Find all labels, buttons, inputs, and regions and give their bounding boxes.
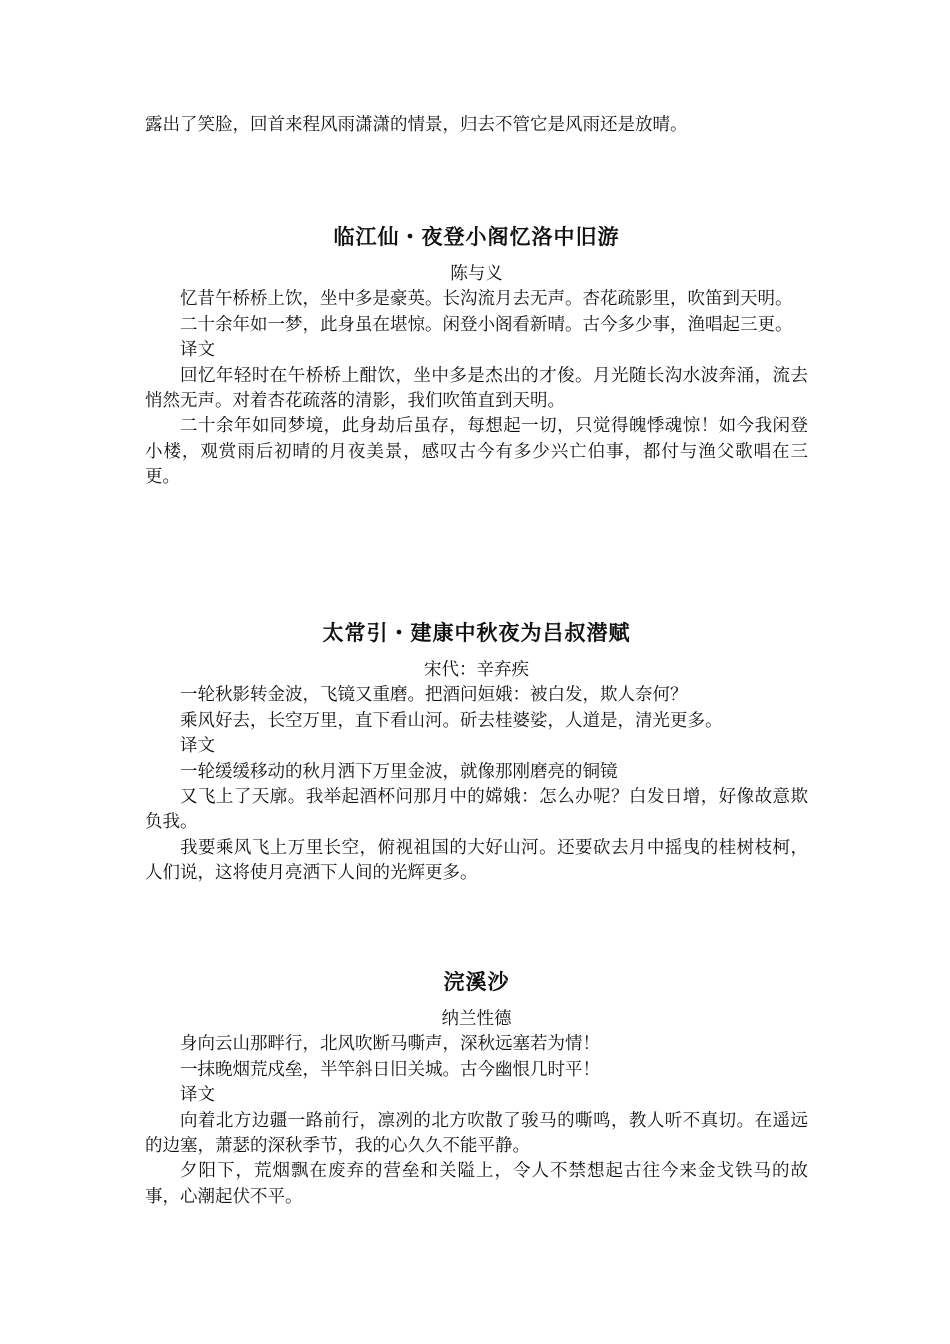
verse-paragraph: 一轮秋影转金波，飞镜又重磨。把酒问姮娥：被白发，欺人奈何？ (180, 685, 688, 706)
poem-author: 纳兰性德 (441, 1009, 512, 1029)
verse-paragraph: 一抹晚烟荒戍垒，半竿斜日旧关城。古今幽恨几时平！ (180, 1059, 600, 1080)
poem-taichangyin (145, 618, 808, 887)
verse-paragraph: 忆昔午桥桥上饮，坐中多是豪英。长沟流月去无声。杏花疏影里，吹笛到天明。 (180, 289, 793, 310)
translation-label: 译文 (180, 1085, 215, 1106)
verse-paragraph: 二十余年如一梦，此身虽在堪惊。闲登小阁看新晴。古今多少事，渔唱起三更。 (180, 314, 793, 335)
translation-label: 译文 (180, 340, 215, 361)
translation-paragraph: 我要乘风飞上万里长空，俯视祖国的大好山河。还要砍去月中摇曳的桂树枝柯，人们说，这将使月亮洒下人间的光辉更多。 (145, 837, 808, 884)
poem-title: 浣溪沙 (443, 969, 510, 994)
translation-paragraph: 向着北方边疆一路前行，凛冽的北方吹散了骏马的嘶鸣，教人听不真切。在遥远的边塞，萧瑟的深秋季节，我的心久久不能平静。 (145, 1110, 808, 1157)
verse-paragraph: 身向云山那畔行，北风吹断马嘶声，深秋远塞若为情！ (180, 1034, 600, 1055)
poem-title: 太常引・建康中秋夜为吕叔潜赋 (322, 620, 631, 645)
poem-author: 陈与义 (450, 264, 503, 284)
poem-title: 临江仙・夜登小阁忆洛中旧游 (333, 224, 620, 249)
translation-paragraph: 二十余年如同梦境，此身劫后虽存，每想起一切，只觉得魄悸魂惊！如今我闲登小楼，观赏雨后初晴的月夜美景，感叹古今有多少兴亡伯事，都付与渔父歌唱在三更。 (145, 416, 808, 488)
intro-tail-paragraph: 露出了笑脸，回首来程风雨潇潇的情景，归去不管它是风雨还是放晴。 (145, 115, 688, 135)
translation-paragraph: 一轮缓缓移动的秋月洒下万里金波，就像那刚磨亮的铜镜 (180, 761, 618, 782)
poem-author: 宋代：辛弃疾 (424, 660, 529, 680)
verse-paragraph: 乘风好去，长空万里，直下看山河。斫去桂婆娑，人道是，清光更多。 (180, 710, 723, 731)
translation-paragraph: 回忆年轻时在午桥桥上酣饮，坐中多是杰出的才俊。月光随长沟水波奔涌，流去悄然无声。对着杏花疏落的清影，我们吹笛直到天明。 (145, 365, 808, 412)
poem-linjiangxian (145, 222, 808, 491)
translation-paragraph: 夕阳下，荒烟飘在废弃的营垒和关隘上，令人不禁想起古往今来金戈铁马的故事，心潮起伏不平。 (145, 1161, 808, 1207)
translation-label: 译文 (180, 736, 215, 757)
translation-paragraph: 又飞上了天廓。我举起酒杯问那月中的嫦娥：怎么办呢？白发日增，好像故意欺负我。 (145, 787, 808, 833)
poem-huanxisha (145, 967, 808, 1210)
